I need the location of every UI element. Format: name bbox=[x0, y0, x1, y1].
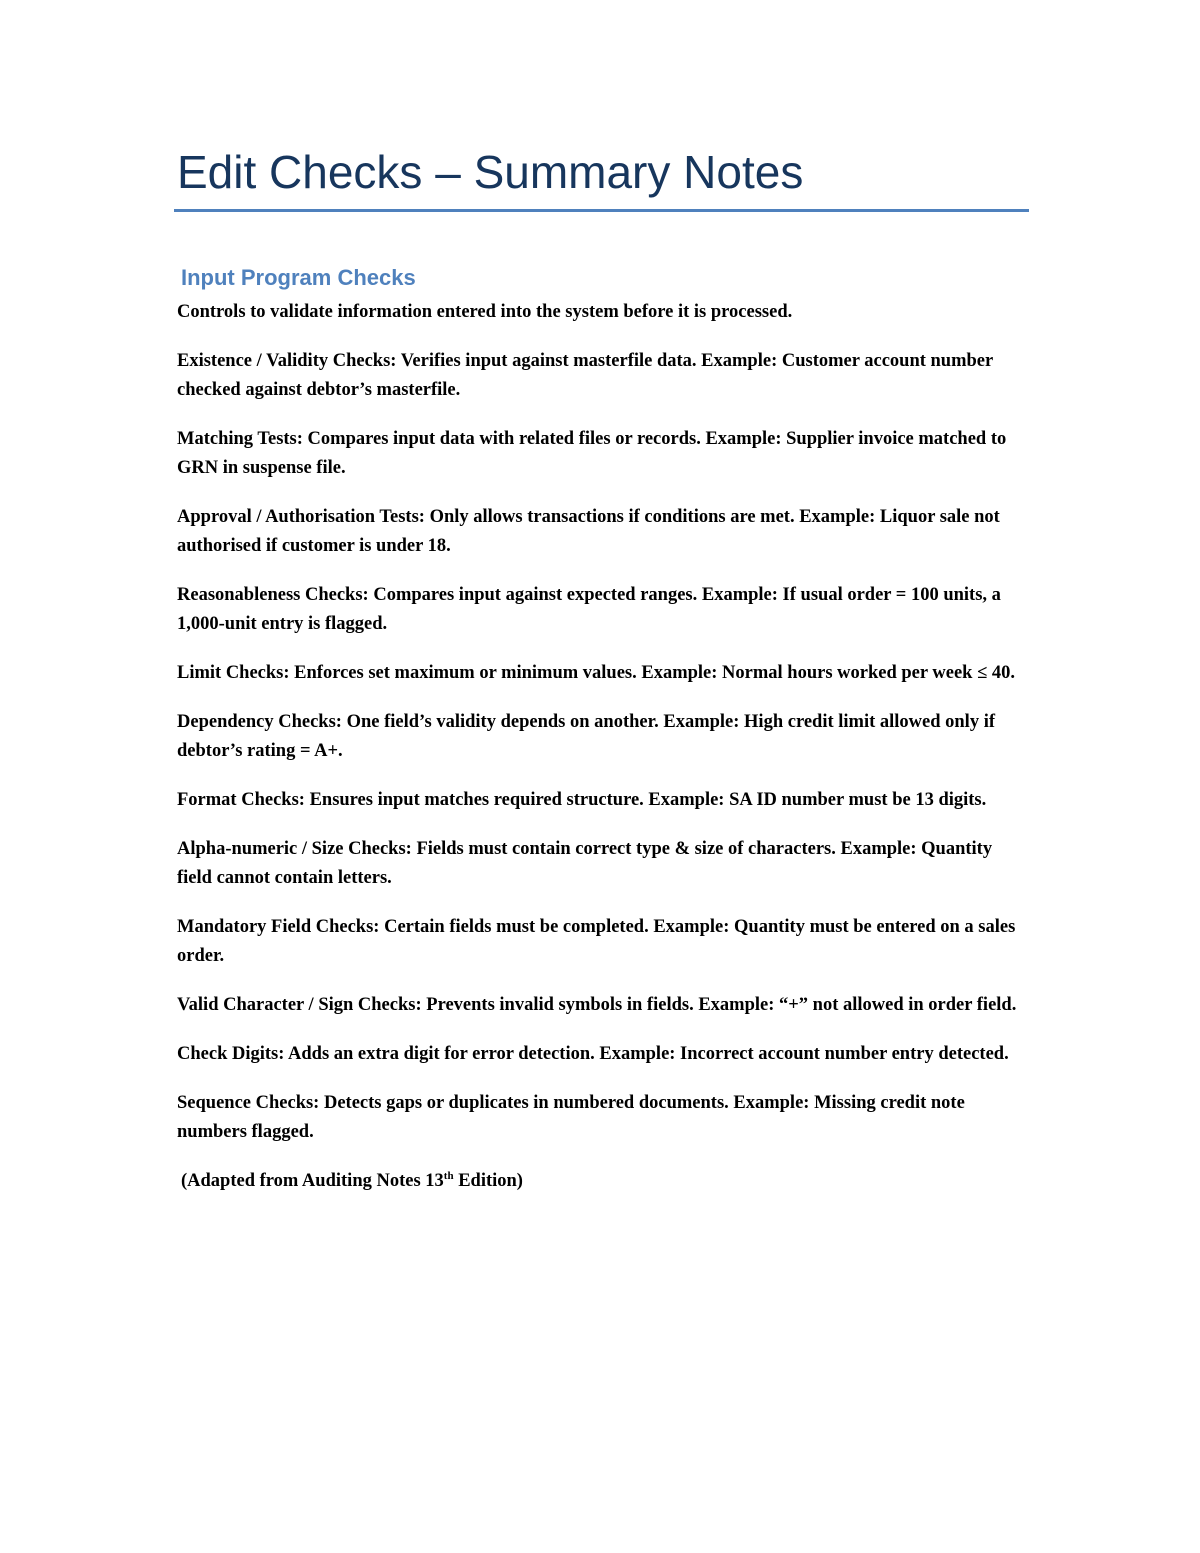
check-label: Valid Character / Sign Checks: bbox=[177, 995, 422, 1015]
check-label: Matching Tests: bbox=[177, 429, 303, 449]
check-description: One field’s validity depends on another. Example: High credit limit allowed only if debtor’s rating = A+. bbox=[177, 712, 995, 761]
check-item bbox=[177, 1089, 1022, 1147]
source-prefix: (Adapted from Auditing Notes 13 bbox=[181, 1171, 444, 1191]
check-description: Enforces set maximum or minimum values. Example: Normal hours worked per week ≤ 40. bbox=[289, 663, 1015, 683]
check-item bbox=[177, 786, 1022, 815]
check-label: Alpha-numeric / Size Checks: bbox=[177, 839, 412, 859]
check-item bbox=[177, 708, 1022, 766]
section-intro: Controls to validate information entered into the system before it is processed. bbox=[177, 302, 793, 322]
check-description: Compares input data with related files or records. Example: Supplier invoice matched to GRN in suspense file. bbox=[177, 429, 1007, 478]
check-label: Check Digits: bbox=[177, 1044, 285, 1064]
check-label: Dependency Checks: bbox=[177, 712, 342, 732]
check-label: Mandatory Field Checks: bbox=[177, 917, 380, 937]
check-item bbox=[177, 835, 1022, 893]
check-description: Detects gaps or duplicates in numbered documents. Example: Missing credit note numbers flagged. bbox=[177, 1093, 965, 1142]
check-item bbox=[177, 581, 1022, 639]
source-citation bbox=[177, 1167, 1022, 1196]
check-item bbox=[177, 347, 1022, 405]
check-item bbox=[177, 659, 1022, 688]
check-item bbox=[177, 503, 1022, 561]
check-description: Fields must contain correct type & size of characters. Example: Quantity field cannot contain letters. bbox=[177, 839, 993, 888]
check-label: Approval / Authorisation Tests: bbox=[177, 507, 425, 527]
check-label: Format Checks: bbox=[177, 790, 305, 810]
document-title: Edit Checks – Summary Notes bbox=[177, 146, 804, 198]
check-label: Reasonableness Checks: bbox=[177, 585, 369, 605]
source-superscript: th bbox=[443, 1169, 454, 1182]
check-description: Prevents invalid symbols in fields. Example: “+” not allowed in order field. bbox=[421, 995, 1017, 1015]
title-underline bbox=[174, 209, 1029, 212]
check-item bbox=[177, 1040, 1022, 1069]
check-label: Sequence Checks: bbox=[177, 1093, 320, 1113]
section-heading: Input Program Checks bbox=[181, 265, 416, 290]
check-description: Compares input against expected ranges. Example: If usual order = 100 units, a 1,000-unit entry is flagged. bbox=[177, 585, 1001, 634]
check-description: Adds an extra digit for error detection. Example: Incorrect account number entry detected. bbox=[284, 1044, 1009, 1064]
check-item bbox=[177, 991, 1022, 1020]
document-body bbox=[177, 298, 1022, 1216]
check-item bbox=[177, 913, 1022, 971]
source-suffix: Edition) bbox=[453, 1171, 523, 1191]
check-item bbox=[177, 425, 1022, 483]
check-description: Only allows transactions if conditions are met. Example: Liquor sale not authorised if customer is under 18. bbox=[177, 507, 1000, 556]
check-description: Verifies input against masterfile data. Example: Customer account number checked against debtor’s masterfile. bbox=[177, 351, 993, 400]
check-description: Certain fields must be completed. Example: Quantity must be entered on a sales order. bbox=[177, 917, 1016, 966]
check-label: Limit Checks: bbox=[177, 663, 290, 683]
check-label: Existence / Validity Checks: bbox=[177, 351, 397, 371]
check-description: Ensures input matches required structure. Example: SA ID number must be 13 digits. bbox=[304, 790, 987, 810]
